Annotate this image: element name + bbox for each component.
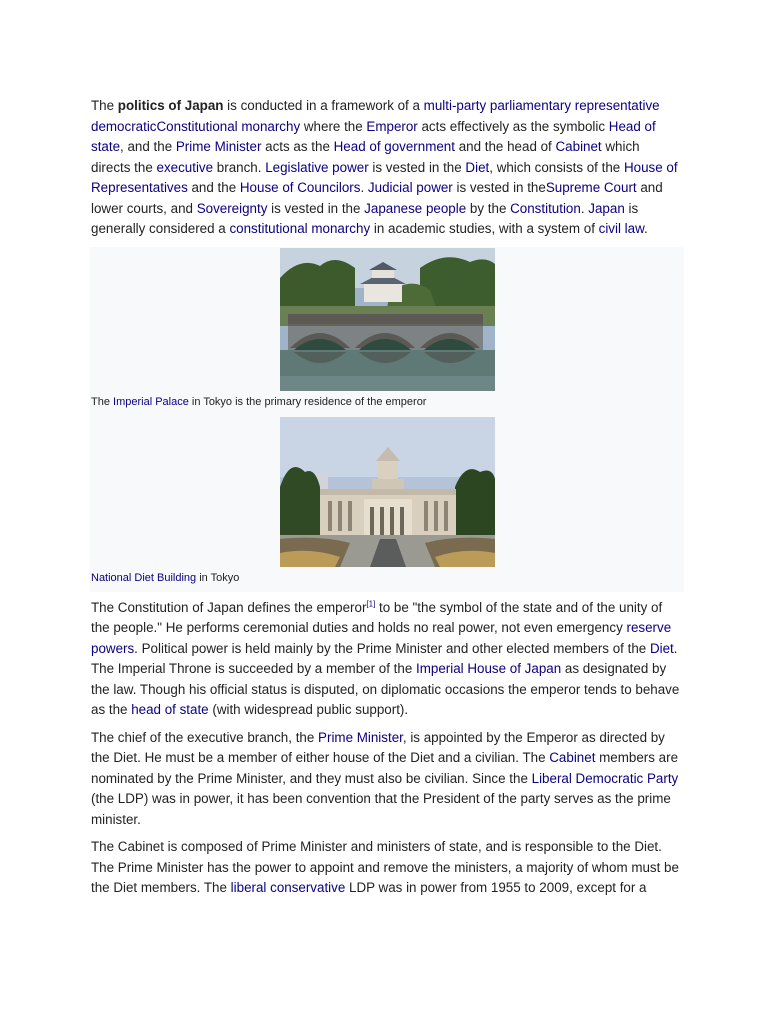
text: is vested in the: [452, 180, 546, 195]
prime-minister-paragraph: [91, 728, 681, 831]
link-diet[interactable]: Diet: [649, 640, 674, 656]
link-head-of-state[interactable]: head of state: [131, 702, 209, 717]
link-civil-law[interactable]: civil law: [598, 221, 645, 236]
link-multi-party-democracy[interactable]: multi-party parliamentary representative democratic: [91, 98, 660, 134]
text: The Cabinet is composed of Prime Minister and ministers of state, and is responsible to the Diet. The Prime Minister has the power to appoint and remove the ministers, a majority of whom must be the Diet members. The: [91, 839, 679, 895]
link-liberal-conservative[interactable]: liberal conservative: [230, 880, 346, 895]
text: branch.: [213, 159, 266, 175]
link-constitutional-monarchy[interactable]: Constitutional monarchy: [156, 118, 301, 134]
link-prime-minister[interactable]: Prime Minister: [175, 139, 262, 154]
text: by the: [466, 200, 511, 216]
link-executive[interactable]: executive: [156, 159, 214, 175]
caption-text: The: [91, 395, 114, 408]
text: in academic studies, with a system of: [370, 221, 599, 236]
link-constitution[interactable]: Constitution: [510, 200, 581, 216]
text: , and the: [120, 139, 176, 154]
link-national-diet-building[interactable]: National Diet Building: [91, 571, 197, 584]
text: and the head of: [454, 139, 556, 154]
link-imperial-palace[interactable]: Imperial Palace: [113, 395, 189, 408]
link-head-of-government[interactable]: Head of government: [333, 139, 455, 154]
text: .: [580, 200, 589, 216]
link-imperial-house-of-japan[interactable]: Imperial House of Japan: [416, 661, 562, 676]
link-diet[interactable]: Diet: [465, 159, 490, 175]
link-japan[interactable]: Japan: [588, 200, 625, 216]
link-judicial-power[interactable]: Judicial power: [367, 180, 453, 195]
figure-caption: [90, 567, 684, 592]
national-diet-building-image[interactable]: [280, 417, 495, 567]
link-head-of-state[interactable]: Head of state: [91, 118, 656, 154]
text: which directs the: [91, 139, 640, 175]
link-constitutional-monarchy-2[interactable]: constitutional monarchy: [229, 221, 371, 236]
link-liberal-democratic-party[interactable]: Liberal Democratic Party: [531, 770, 679, 786]
text: (the LDP) was in power, it has been convention that the President of the party serves as the prime minister.: [91, 791, 671, 827]
article-body: [91, 96, 681, 906]
caption-text: in Tokyo is the primary residence of the emperor: [188, 395, 427, 408]
figure-imperial-palace: [90, 247, 684, 416]
text: , which consists of the: [489, 159, 624, 175]
text: and lower courts, and: [91, 180, 663, 216]
text: to be "the symbol of the state and of the unity of the people." He performs ceremonial duties and holds no real power, not even emergency: [91, 599, 663, 635]
text: acts as the: [261, 139, 334, 154]
text: . Political power is held mainly by the Prime Minister and other elected members of the: [134, 640, 650, 656]
text: where the: [300, 118, 367, 134]
text: is conducted in a framework of a: [223, 98, 424, 113]
article-subject: politics of Japan: [117, 98, 224, 113]
text: is vested in the: [267, 200, 365, 216]
text: as designated by the law. Though his official status is disputed, on diplomatic occasions the emperor tends to behave as the: [91, 661, 680, 717]
link-supreme-court[interactable]: Supreme Court: [545, 180, 637, 195]
imperial-palace-image[interactable]: [280, 248, 495, 391]
figure-caption: [90, 391, 684, 416]
link-cabinet[interactable]: Cabinet: [555, 139, 602, 154]
footnote-ref-1[interactable]: [1]: [366, 599, 376, 609]
link-sovereignty[interactable]: Sovereignty: [196, 200, 268, 216]
link-reserve-powers[interactable]: reserve powers: [91, 620, 672, 656]
text: The Constitution of Japan defines the emperor: [91, 599, 367, 615]
text: acts effectively as the symbolic: [417, 118, 609, 134]
text: and the: [187, 180, 240, 195]
link-house-of-representatives[interactable]: House of Representatives: [91, 159, 678, 195]
text: , is appointed by the Emperor as directed by the Diet. He must be a member of either house of the Diet and a civilian. The: [91, 729, 665, 765]
figure-national-diet-building: [90, 416, 684, 592]
link-cabinet[interactable]: Cabinet: [549, 750, 596, 765]
link-japanese-people[interactable]: Japanese people: [364, 200, 467, 216]
cabinet-paragraph: [91, 837, 681, 899]
text: . The Imperial Throne is succeeded by a member of the: [91, 640, 678, 676]
text: The chief of the executive branch, the: [91, 729, 319, 745]
figure-gallery: [90, 247, 684, 592]
intro-paragraph: [91, 96, 681, 240]
text: (with widespread public support).: [208, 702, 409, 717]
text: The: [91, 98, 118, 113]
link-legislative-power[interactable]: Legislative power: [265, 159, 369, 175]
emperor-paragraph: [91, 598, 681, 721]
text: is generally considered a: [91, 200, 639, 236]
text: LDP was in power from 1955 to 2009, except for a: [345, 880, 647, 895]
link-emperor[interactable]: Emperor: [366, 118, 418, 134]
link-prime-minister[interactable]: Prime Minister: [318, 729, 403, 745]
caption-text: in Tokyo: [196, 571, 240, 584]
text: .: [360, 180, 368, 195]
text: is vested in the: [368, 159, 466, 175]
text: members are nominated by the Prime Minister, and they must also be civilian. Since the: [91, 750, 679, 786]
link-house-of-councilors[interactable]: House of Councilors: [239, 180, 361, 195]
text: .: [644, 221, 648, 236]
